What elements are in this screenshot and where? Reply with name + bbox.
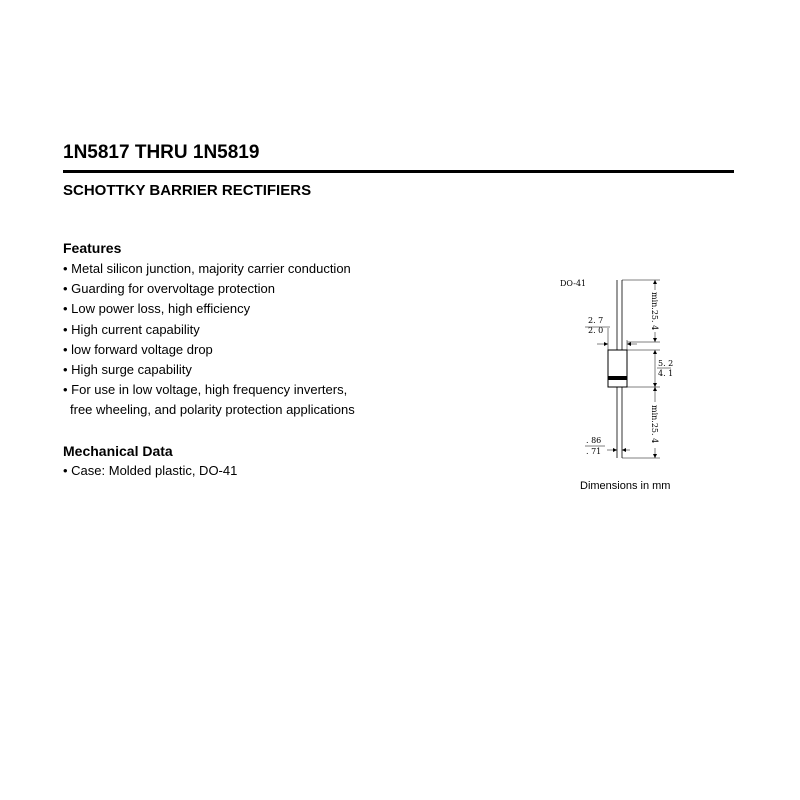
lead-diameter-max: . 86 <box>586 436 602 445</box>
lead-length-top-label: min.25. 4 <box>650 292 659 331</box>
page-subtitle: SCHOTTKY BARRIER RECTIFIERS <box>63 182 312 199</box>
list-item: • For use in low voltage, high frequency inverters, <box>63 382 348 398</box>
features-list <box>63 259 355 421</box>
diagram-caption: Dimensions in mm <box>580 480 671 492</box>
body-diameter-max: 2. 7 <box>588 316 604 325</box>
package-label: DO-41 <box>560 279 587 288</box>
mechanical-heading: Mechanical Data <box>63 443 173 459</box>
list-item: • High current capability <box>63 321 200 337</box>
mechanical-list <box>63 461 237 481</box>
list-item: free wheeling, and polarity protection applications <box>70 402 355 418</box>
features-heading: Features <box>63 240 122 256</box>
list-item: • Case: Molded plastic, DO-41 <box>63 463 238 478</box>
body-diameter-min: 2. 0 <box>588 326 604 335</box>
do41-package-diagram <box>555 270 685 470</box>
body-length-min: 4. 1 <box>658 369 674 378</box>
diode-body <box>608 350 627 387</box>
title-divider <box>63 170 734 173</box>
cathode-band <box>608 376 627 380</box>
list-item: • Guarding for overvoltage protection <box>63 281 275 297</box>
body-length-max: 5. 2 <box>658 359 674 368</box>
list-item: • low forward voltage drop <box>63 341 213 357</box>
lead-diameter-min: . 71 <box>586 447 602 456</box>
page-title: 1N5817 THRU 1N5819 <box>63 142 260 163</box>
list-item: • Low power loss, high efficiency <box>63 301 251 317</box>
list-item: • Metal silicon junction, majority carrier conduction <box>63 261 351 276</box>
lead-length-bottom-label: min.25. 4 <box>650 405 659 444</box>
list-item: • High surge capability <box>63 361 192 377</box>
